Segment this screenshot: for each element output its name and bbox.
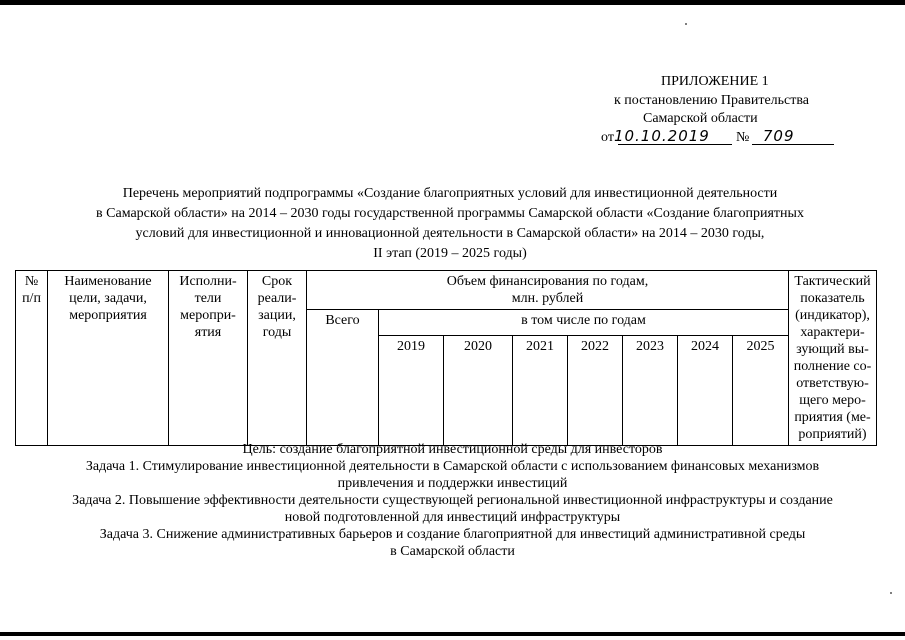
date-underline <box>618 144 732 145</box>
scan-speck <box>890 592 892 594</box>
date-value: 10.10.2019 <box>613 127 710 145</box>
task3-line1: Задача 3. Снижение административных барьеров и создание благоприятной для инвестиций административной среды <box>99 527 806 542</box>
header-year: 2021 <box>513 336 568 446</box>
header-year: 2020 <box>444 336 513 446</box>
header-year: 2022 <box>568 336 623 446</box>
header-year: 2025 <box>733 336 789 446</box>
header-funding <box>307 271 789 310</box>
appendix-line2: к постановлению Правительства <box>614 93 810 108</box>
header-no: № п/п <box>16 271 48 446</box>
date-prefix: от <box>601 130 614 145</box>
header-total: Всего <box>307 310 379 446</box>
title-line1: Перечень мероприятий подпрограммы «Создание благоприятных условий для инвестиционной деятельности <box>122 186 778 201</box>
funding-table <box>15 270 877 446</box>
number-underline <box>752 144 834 145</box>
header-year: 2024 <box>678 336 733 446</box>
header-term: Срок реали- зации, годы <box>248 271 307 446</box>
header-year: 2019 <box>379 336 444 446</box>
title-line2: в Самарской области» на 2014 – 2030 годы государственной программы Самарской области «Создание благоприятных <box>96 206 804 221</box>
document-title <box>40 184 860 264</box>
appendix-line3: Самарской области <box>643 111 758 126</box>
title-line4: II этап (2019 – 2025 годы) <box>373 246 527 261</box>
header-funding-line1: Объем финансирования по годам, <box>446 274 649 289</box>
title-line3: условий для инвестиционной и инновационной деятельности в Самарской области» на 2014 – 2030 годы, <box>135 226 765 241</box>
task3-line2: в Самарской области <box>390 544 515 559</box>
appendix-title: ПРИЛОЖЕНИЕ 1 <box>661 74 769 89</box>
scan-speck <box>685 23 687 25</box>
task2-line1: Задача 2. Повышение эффективности деятельности существующей региональной инвестиционной инфраструктуры и создание <box>72 493 833 508</box>
header-indicator: Тактический показатель (индикатор), характери- зующий вы- полнение со- ответствую- щего меро- приятия (ме- роприятий) <box>789 271 877 446</box>
header-funding-line2: млн. рублей <box>511 291 584 306</box>
bottom-border <box>0 632 905 636</box>
header-year: 2023 <box>623 336 678 446</box>
goals-block <box>0 441 905 560</box>
header-executors: Исполни- тели меропри- ятия <box>169 271 248 446</box>
header-name: Наименование цели, задачи, мероприятия <box>48 271 169 446</box>
number-prefix: № <box>736 130 750 145</box>
task1-line1: Задача 1. Стимулирование инвестиционной деятельности в Самарской области с использованием финансовых механизмов <box>85 459 820 474</box>
top-border <box>0 0 905 5</box>
number-value: 709 <box>762 127 795 145</box>
task2-line2: новой подготовленной для инвестиций инфраструктуры <box>284 510 621 525</box>
goal-line: Цель: создание благоприятной инвестиционной среды для инвесторов <box>242 442 663 457</box>
header-by-years: в том числе по годам <box>379 310 789 336</box>
task1-line2: привлечения и поддержки инвестиций <box>337 476 568 491</box>
